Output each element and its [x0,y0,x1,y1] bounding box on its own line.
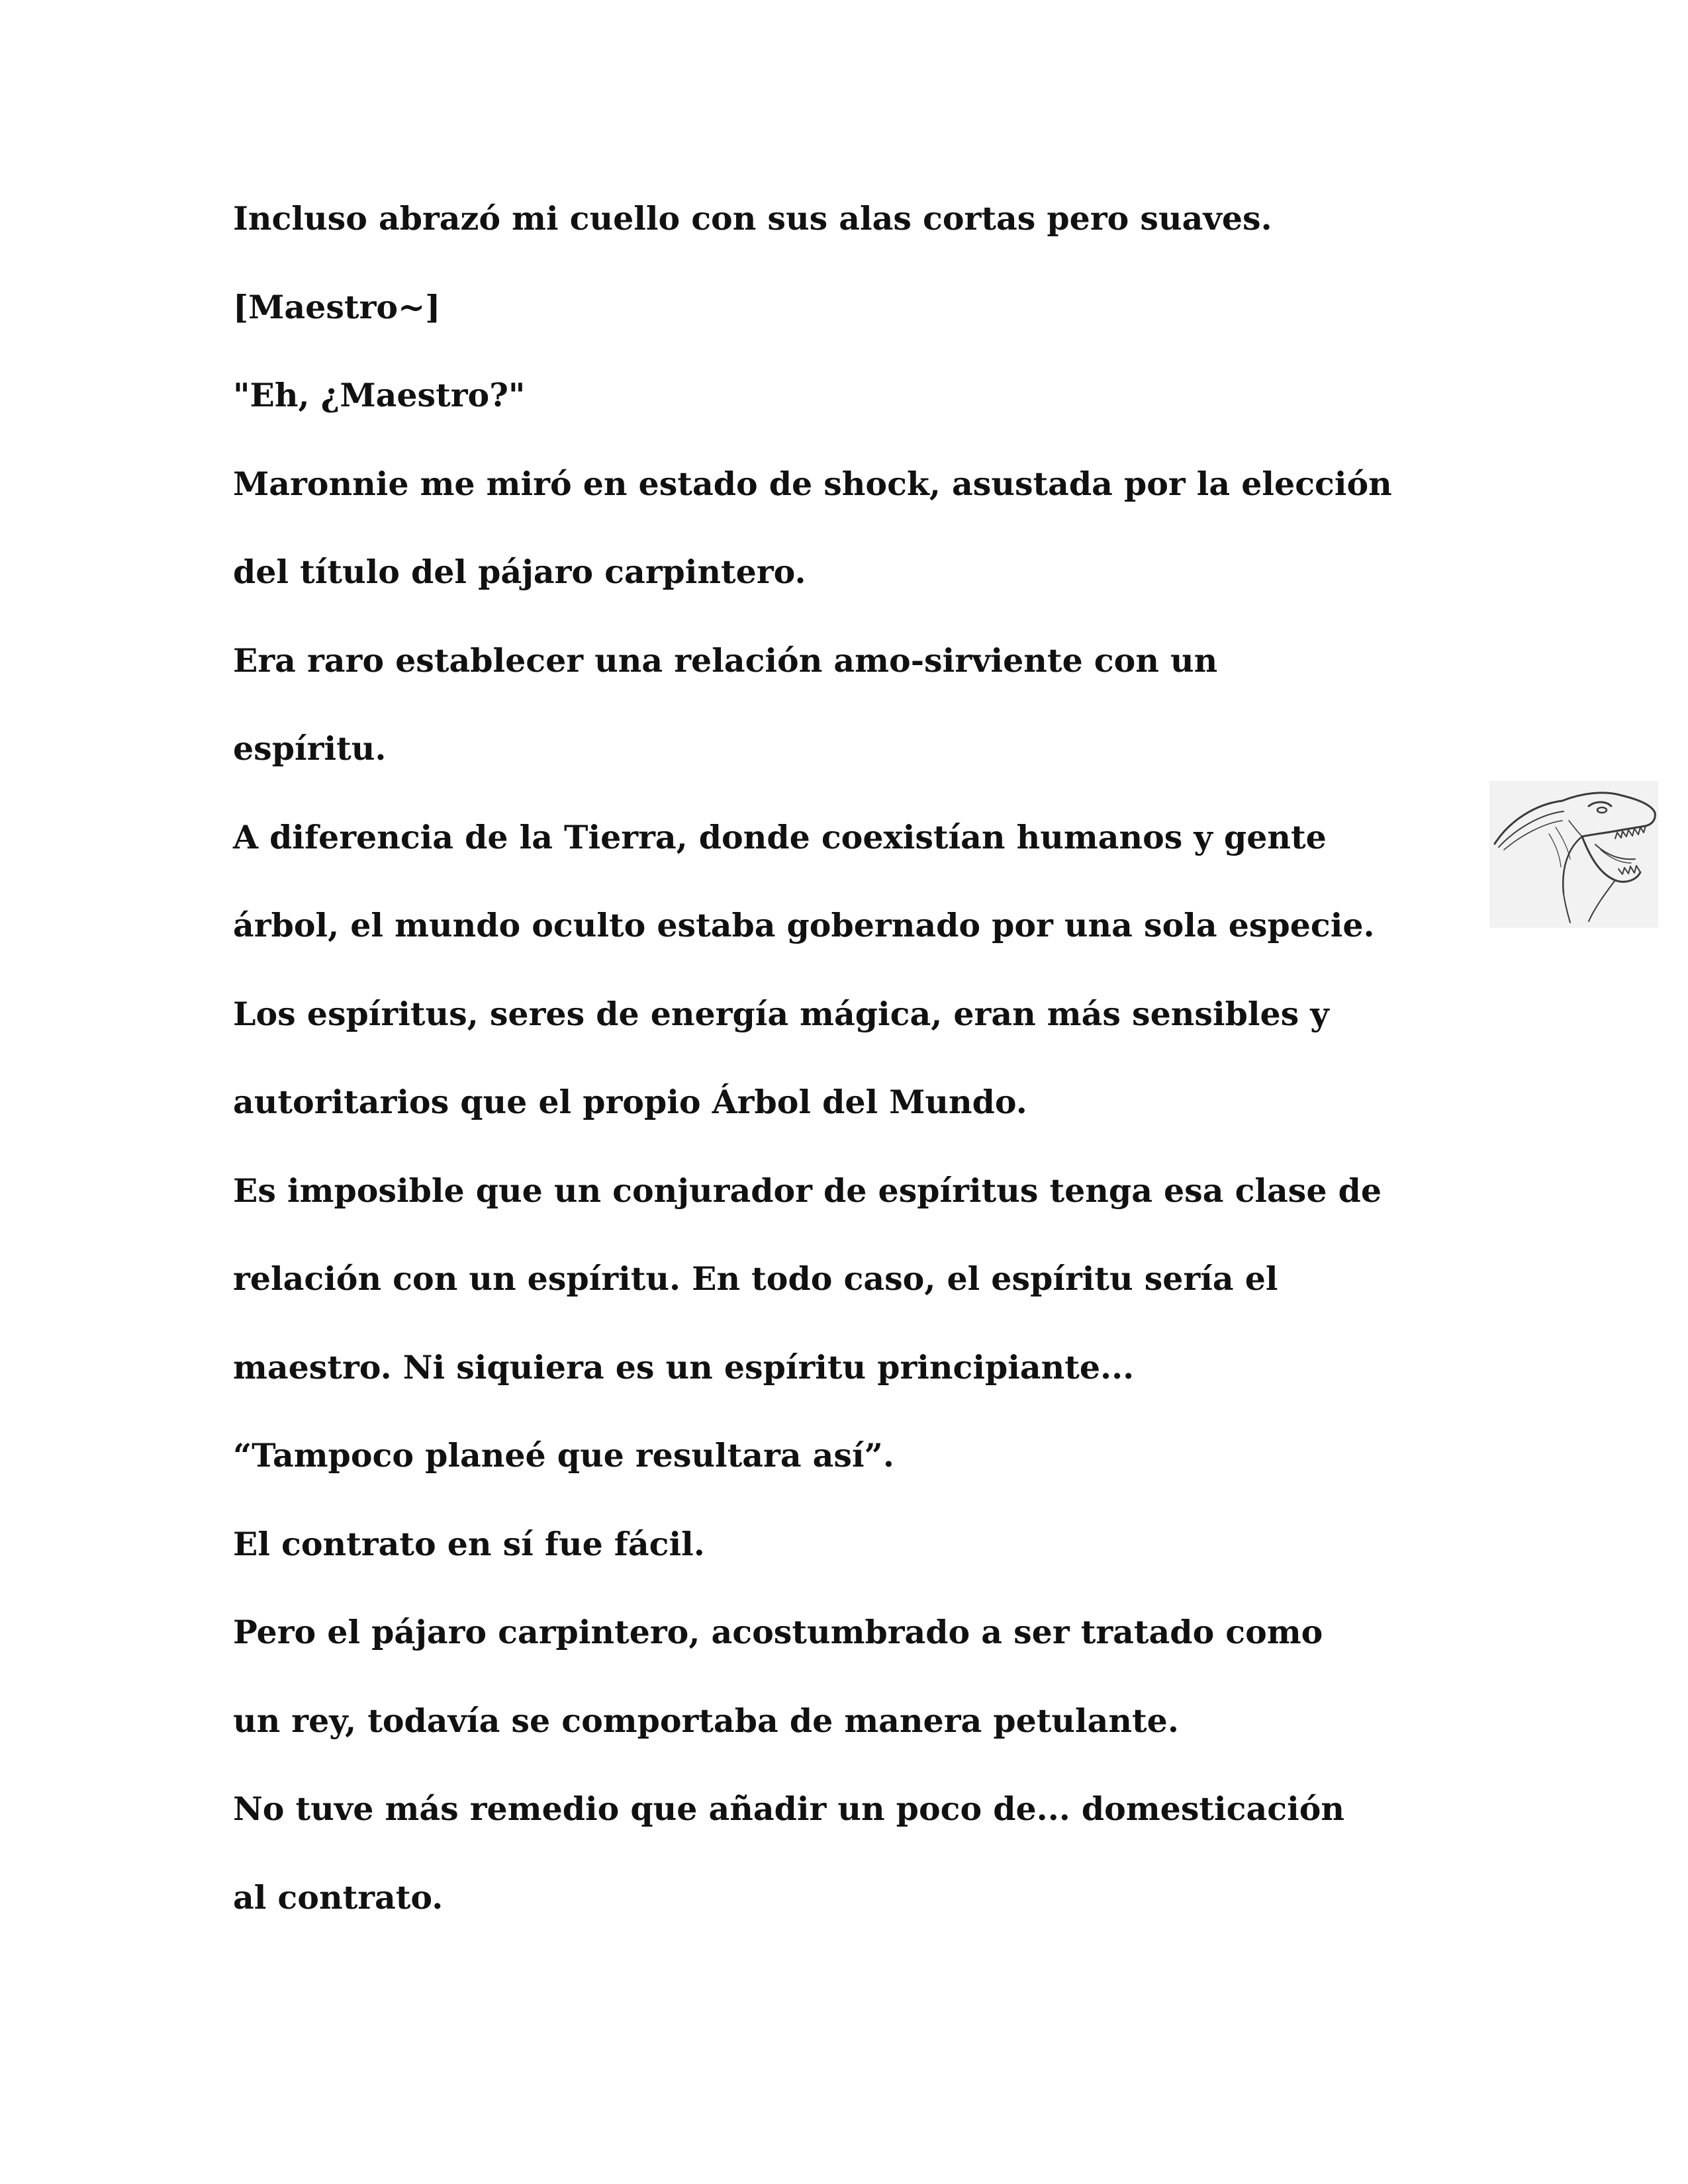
text-line: Incluso abrazó mi cuello con sus alas cortas pero suaves. [233,199,1272,238]
text-line: Es imposible que un conjurador de espíritus tenga esa clase de [233,1171,1382,1210]
text-line: maestro. Ni siquiera es un espíritu principiante... [233,1347,1135,1387]
text-line: del título del pájaro carpintero. [233,553,806,591]
text-line: [Maestro~] [233,287,441,326]
text-line: un rey, todavía se comportaba de manera petulante. [233,1701,1179,1740]
text-line: árbol, el mundo oculto estaba gobernado por una sola especie. [233,906,1375,944]
text-line: No tuve más remedio que añadir un poco de... domesticación [233,1790,1345,1828]
text-line: Maronnie me miró en estado de shock, asustada por la elección [233,464,1392,503]
dinosaur-head-sketch-icon [1489,781,1658,928]
text-line: El contrato en sí fue fácil. [233,1524,705,1563]
text-line: Pero el pájaro carpintero, acostumbrado a ser tratado como [233,1613,1323,1651]
text-line: relación con un espíritu. En todo caso, el espíritu sería el [233,1259,1278,1298]
text-line: espíritu. [233,729,387,768]
text-line: al contrato. [233,1878,444,1917]
text-line: Los espíritus, seres de energía mágica, eran más sensibles y [233,994,1329,1033]
body-text [233,192,1491,1959]
text-line: A diferencia de la Tierra, donde coexistían humanos y gente [233,817,1327,856]
text-line: “Tampoco planeé que resultara así”. [233,1436,894,1475]
text-line: autoritarios que el propio Árbol del Mundo. [233,1083,1027,1121]
text-line: Era raro establecer una relación amo-sirviente con un [233,641,1218,680]
text-line: "Eh, ¿Maestro?" [233,376,526,414]
